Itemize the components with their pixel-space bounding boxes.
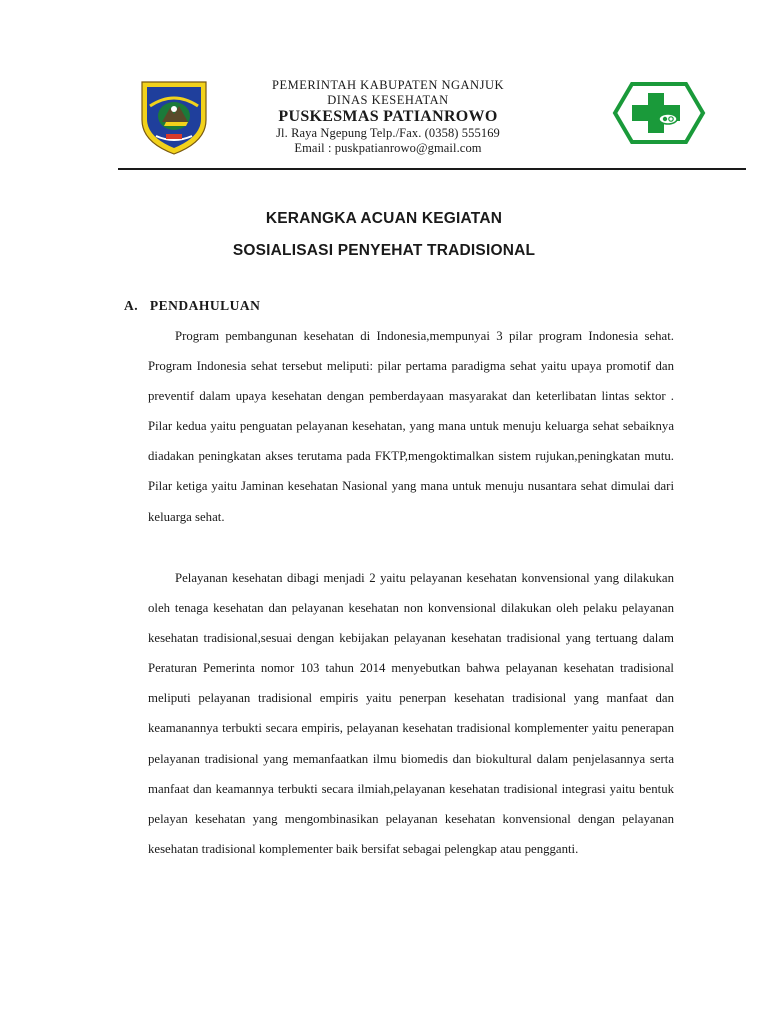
letterhead xyxy=(0,0,768,175)
paragraph-2: Pelayanan kesehatan dibagi menjadi 2 yaitu pelayanan kesehatan konvensional yang dilakukan oleh tenaga kesehatan dan pelayanan kesehatan non konvensional dilakukan oleh pelaku pelayanan kesehatan tradisional,sesuai dengan kebijakan pelayanan kesehatan tradisional yang tertuang dalam Peraturan Pemerinta nomor 103 tahun 2014 menyebutkan bahwa pelayanan kesehatan tradisional meliputi pelayanan tradisional empiris yaitu penerpan kesehatan tradisional yang manfaat dan keamanannya terbukti secara empiris, pelayanan kesehatan tradisional komplementer yaitu penerapan pelayanan tradisional yang memanfaatkan ilmu biomedis dan biokultural dalam penjelasannya serta manfaat dan keamannya terbukti secara ilmiah,pelayanan kesehatan tradisional integrasi yaitu bentuk pelayan kesehatan yang mengombinasikan pelayanan kesehatan konvensional dengan pelayanan kesehatan tradisional komplementer baik bersifat sebagai pelengkap atau pengganti. xyxy=(148,571,674,856)
email-address: Email : puskpatianrowo@gmail.com xyxy=(294,141,482,155)
regency-emblem-logo xyxy=(136,76,212,156)
section-number: A. xyxy=(124,298,139,313)
document-title: KERANGKA ACUAN KEGIATAN xyxy=(265,210,503,227)
letterhead-divider xyxy=(118,168,746,170)
section-title: PENDAHULUAN xyxy=(149,298,261,313)
address-phone: Jl. Raya Ngepung Telp./Fax. (0358) 555169 xyxy=(276,126,500,140)
paragraph-1: Program pembangunan kesehatan di Indonesia,mempunyai 3 pilar program Indonesia sehat. Program Indonesia sehat tersebut meliputi: pilar pertama paradigma sehat yaitu upaya promotif dan preventif dalam upaya kesehatan dengan pemberdayaan masyarakat dan keterlibatan lintas sektor . Pilar kedua yaitu penguatan pelayanan kesehatan, yang mana untuk menuju keluarga sehat sebaiknya diadakan peningkatan akses terutama pada FKTP,mengoktimalkan sistem rujukan,peningkatan mutu. Pilar ketiga yaitu Jaminan kesehatan Nasional yang mana untuk menuju nusantara sehat dimulai dari keluarga sehat. xyxy=(148,329,674,524)
government-name: PEMERINTAH KABUPATEN NGANJUK xyxy=(272,78,504,92)
department-name: DINAS KESEHATAN xyxy=(327,93,449,107)
puskesmas-cross-logo xyxy=(612,81,706,145)
document-subtitle: SOSIALISASI PENYEHAT TRADISIONAL xyxy=(232,242,536,259)
section-heading xyxy=(124,298,260,314)
letterhead-text xyxy=(228,78,548,156)
institution-name: PUSKESMAS PATIANROWO xyxy=(278,108,498,125)
